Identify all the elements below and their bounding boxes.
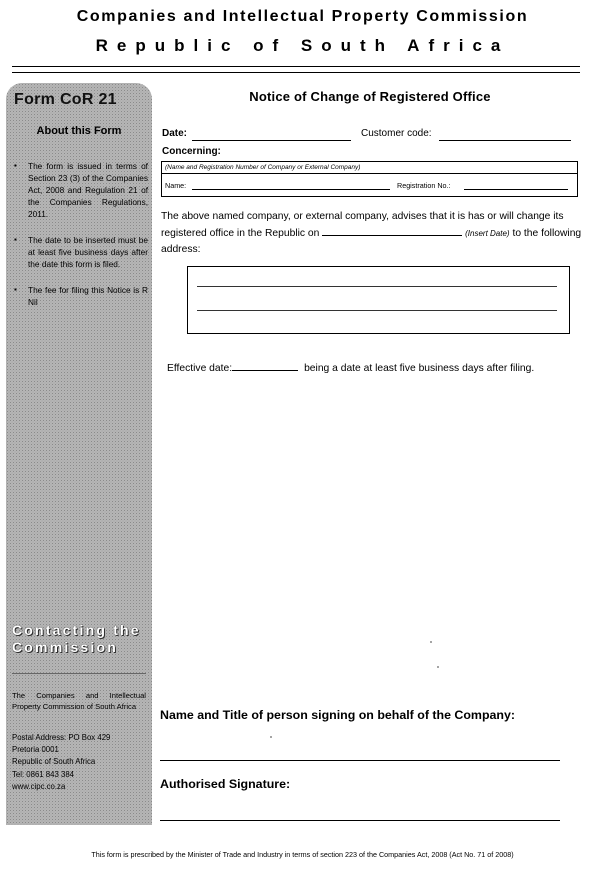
concerning-box-divider [161,173,578,174]
postal-address: Postal Address: PO Box 429 [12,733,111,742]
contact-details [12,732,146,793]
effective-date-note: being a date at least five business days after filing. [304,363,535,374]
notice-text: The above named company, or external company, advises that it is has or will change its registered office in the Republic on [161,211,564,239]
about-notes-list [14,160,148,322]
about-note: ▪ The form is issued in terms of Section 23 (3) of the Companies Act, 2008 and Regulation 21 of the Companies Regulations, 2011. [14,160,148,220]
address-line-2[interactable] [197,310,557,311]
telephone: Tel: 0861 843 384 [12,769,74,779]
customer-code-label: Customer code: [361,128,432,139]
commission-name-heading: Companies and Intellectual Property Commission [76,8,529,25]
postal-city: Pretoria 0001 [12,745,59,755]
about-note: ▪ The date to be inserted must be at least five business days after the date this form is filed. [14,234,148,270]
postal-country: Republic of South Africa [12,757,96,767]
company-name-field[interactable] [192,189,390,190]
notice-paragraph [161,209,589,258]
registration-number-field[interactable] [464,189,568,190]
speck [270,736,272,738]
change-date-field[interactable] [322,225,462,236]
header-rule-bottom [12,72,580,73]
customer-code-field[interactable] [439,140,571,141]
form-code: Form CoR 21 [14,91,117,108]
speck [437,666,439,668]
name-label: Name: [165,181,187,190]
effective-date-field[interactable] [232,360,298,371]
website-link[interactable]: www.cipc.co.za [12,781,66,791]
address-line-1[interactable] [197,286,557,287]
insert-date-hint: (Insert Date) [465,229,510,238]
address-box [187,266,570,334]
about-heading: About this Form [36,125,122,137]
signatory-name-field[interactable] [160,760,560,761]
concerning-hint: (Name and Registration Number of Company or External Company) [165,164,361,171]
concerning-label: Concerning: [162,146,221,157]
signature-label: Authorised Signature: [160,777,291,791]
header-rule-top [12,66,580,67]
form-title: Notice of Change of Registered Office [249,89,491,104]
registration-label: Registration No.: [397,181,451,190]
footer-note: This form is prescribed by the Minister of Trade and Industry in terms of section 223 of the Companies Act, 2008 (Act No. 71 of 2008) [91,850,514,859]
signatory-label: Name and Title of person signing on behalf of the Company: [160,708,515,722]
date-label: Date: [162,128,188,139]
speck [430,641,432,643]
effective-date-row [167,360,534,374]
commission-full-name: The Companies and Intellectual Property Commission of South Africa [12,691,146,711]
contact-heading: Contacting the Commission [12,622,141,655]
about-note: ▪ The fee for filing this Notice is R Nil [14,284,148,308]
notice-text-end: to the following address: [161,228,582,255]
effective-date-label: Effective date: [167,363,233,374]
date-field[interactable] [192,140,351,141]
signature-field[interactable] [160,820,560,821]
sidebar-divider [12,673,146,674]
country-heading: Republic of South Africa [95,36,510,55]
